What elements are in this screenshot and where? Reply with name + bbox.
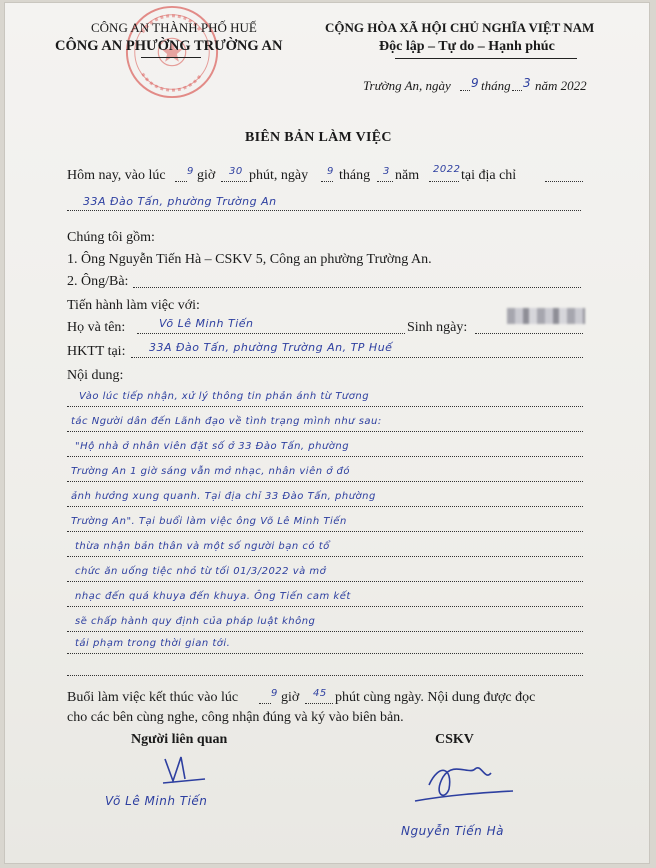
intro-year-label: năm: [395, 168, 420, 183]
content-line: [67, 581, 583, 582]
content-line: [67, 531, 583, 532]
content-line: [67, 556, 583, 557]
content-line: [67, 631, 583, 632]
agency-name: CÔNG AN PHƯỜNG TRƯỜNG AN: [55, 38, 283, 54]
content-line: [67, 675, 583, 676]
content-line: [67, 481, 583, 482]
content-line: [67, 606, 583, 607]
date-month-label: tháng: [481, 78, 511, 93]
intro-minute: 30: [229, 166, 243, 177]
motto-underline: [395, 58, 577, 59]
subject-residence-label: HKTT tại:: [67, 344, 126, 359]
left-signatory-title: Người liên quan: [131, 732, 228, 747]
right-signatory-title: CSKV: [435, 732, 474, 747]
content-line: [67, 456, 583, 457]
agency-parent: CÔNG AN THÀNH PHỐ HUẾ: [91, 20, 257, 35]
member-2-label: 2. Ông/Bà:: [67, 274, 129, 289]
subject-label: Tiến hành làm việc với:: [67, 298, 200, 313]
national-motto: Độc lập – Tự do – Hạnh phúc: [379, 39, 555, 54]
intro-minute-label: phút, ngày: [249, 168, 309, 183]
redacted-birthdate: [507, 308, 585, 324]
intro-month: 3: [383, 166, 390, 177]
subject-residence: 33A Đào Tấn, phường Trường An, TP Huế: [149, 341, 393, 354]
intro-time-label: Hôm nay, vào lúc: [67, 168, 166, 183]
content-line: [67, 653, 583, 654]
left-signatory-name: Võ Lê Minh Tiến: [105, 794, 208, 808]
date-place: Trường An, ngày: [363, 78, 451, 93]
dots: [377, 181, 393, 182]
intro-hour: 9: [187, 166, 194, 177]
dots: [321, 181, 333, 182]
content-text: tác Người dân đến Lãnh đạo về tình trạng mình như sau:: [71, 416, 382, 427]
dots: [259, 703, 271, 704]
left-signature: [155, 751, 215, 791]
subject-dob-label: Sinh ngày:: [407, 320, 468, 335]
content-line: [67, 431, 583, 432]
closing-hour-label: giờ: [281, 690, 300, 705]
date-month: 3: [523, 76, 532, 90]
intro-month-label: tháng: [339, 168, 371, 183]
document-title: BIÊN BẢN LÀM VIỆC: [245, 130, 392, 145]
closing-minute: 45: [313, 688, 327, 699]
content-text: Vào lúc tiếp nhận, xử lý thông tin phản ánh từ Tương: [79, 391, 370, 402]
content-text: "Hộ nhà ở nhân viên đặt số ở 33 Đào Tấn, phường: [75, 441, 350, 452]
dots: [475, 333, 583, 334]
intro-year: 2022: [433, 164, 461, 175]
intro-day: 9: [327, 166, 334, 177]
closing-rest: phút cùng ngày. Nội dung được đọc: [335, 690, 536, 705]
content-text: sẽ chấp hành quy định của pháp luật không: [75, 616, 316, 627]
content-text: Trường An 1 giờ sáng vẫn mở nhạc, nhân viên ở đó: [71, 466, 350, 477]
subject-name: Võ Lê Minh Tiến: [159, 317, 254, 330]
address-line: [67, 210, 581, 211]
content-line: [67, 506, 583, 507]
content-text: thừa nhận bản thân và một số người bạn có tổ: [75, 541, 330, 552]
closing-hour: 9: [271, 688, 278, 699]
dots: [429, 181, 459, 182]
content-text: tái phạm trong thời gian tới.: [75, 638, 231, 649]
dots: [545, 181, 583, 182]
right-signature: [409, 755, 519, 809]
subject-name-label: Họ và tên:: [67, 320, 126, 335]
member-1: 1. Ông Nguyễn Tiến Hà – CSKV 5, Công an phường Trường An.: [67, 252, 432, 267]
members-label: Chúng tôi gồm:: [67, 230, 155, 245]
right-signatory-name: Nguyễn Tiến Hà: [401, 824, 504, 838]
republic-title: CỘNG HÒA XÃ HỘI CHỦ NGHĨA VIỆT NAM: [325, 20, 595, 35]
content-text: ảnh hưởng xung quanh. Tại địa chỉ 33 Đào Tấn, phường: [71, 491, 376, 502]
dots: [131, 357, 583, 358]
content-label: Nội dung:: [67, 368, 124, 383]
date-dots-2: [512, 90, 522, 91]
content-text: nhạc đến quá khuya đến khuya. Ông Tiến cam kết: [75, 591, 351, 602]
intro-address: 33A Đào Tấn, phường Trường An: [83, 195, 277, 208]
content-line: [67, 406, 583, 407]
agency-underline: [141, 57, 201, 58]
content-text: Trường An". Tại buổi làm việc ông Võ Lê Minh Tiến: [71, 516, 347, 527]
content-text: chức ăn uống tiệc nhỏ từ tối 01/3/2022 và mở: [75, 566, 327, 577]
date-day: 9: [471, 76, 480, 90]
document-page: [4, 2, 650, 864]
dots: [137, 333, 405, 334]
intro-address-label: tại địa chỉ: [461, 168, 517, 183]
closing-end-label: Buổi làm việc kết thúc vào lúc: [67, 690, 239, 705]
date-year: năm 2022: [535, 78, 587, 93]
dots: [305, 703, 333, 704]
dots: [133, 287, 581, 288]
intro-hour-label: giờ: [197, 168, 216, 183]
closing-line-2: cho các bên cùng nghe, công nhận đúng và ký vào biên bản.: [67, 710, 404, 725]
date-dots: [460, 90, 470, 91]
dots: [221, 181, 247, 182]
dots: [175, 181, 187, 182]
